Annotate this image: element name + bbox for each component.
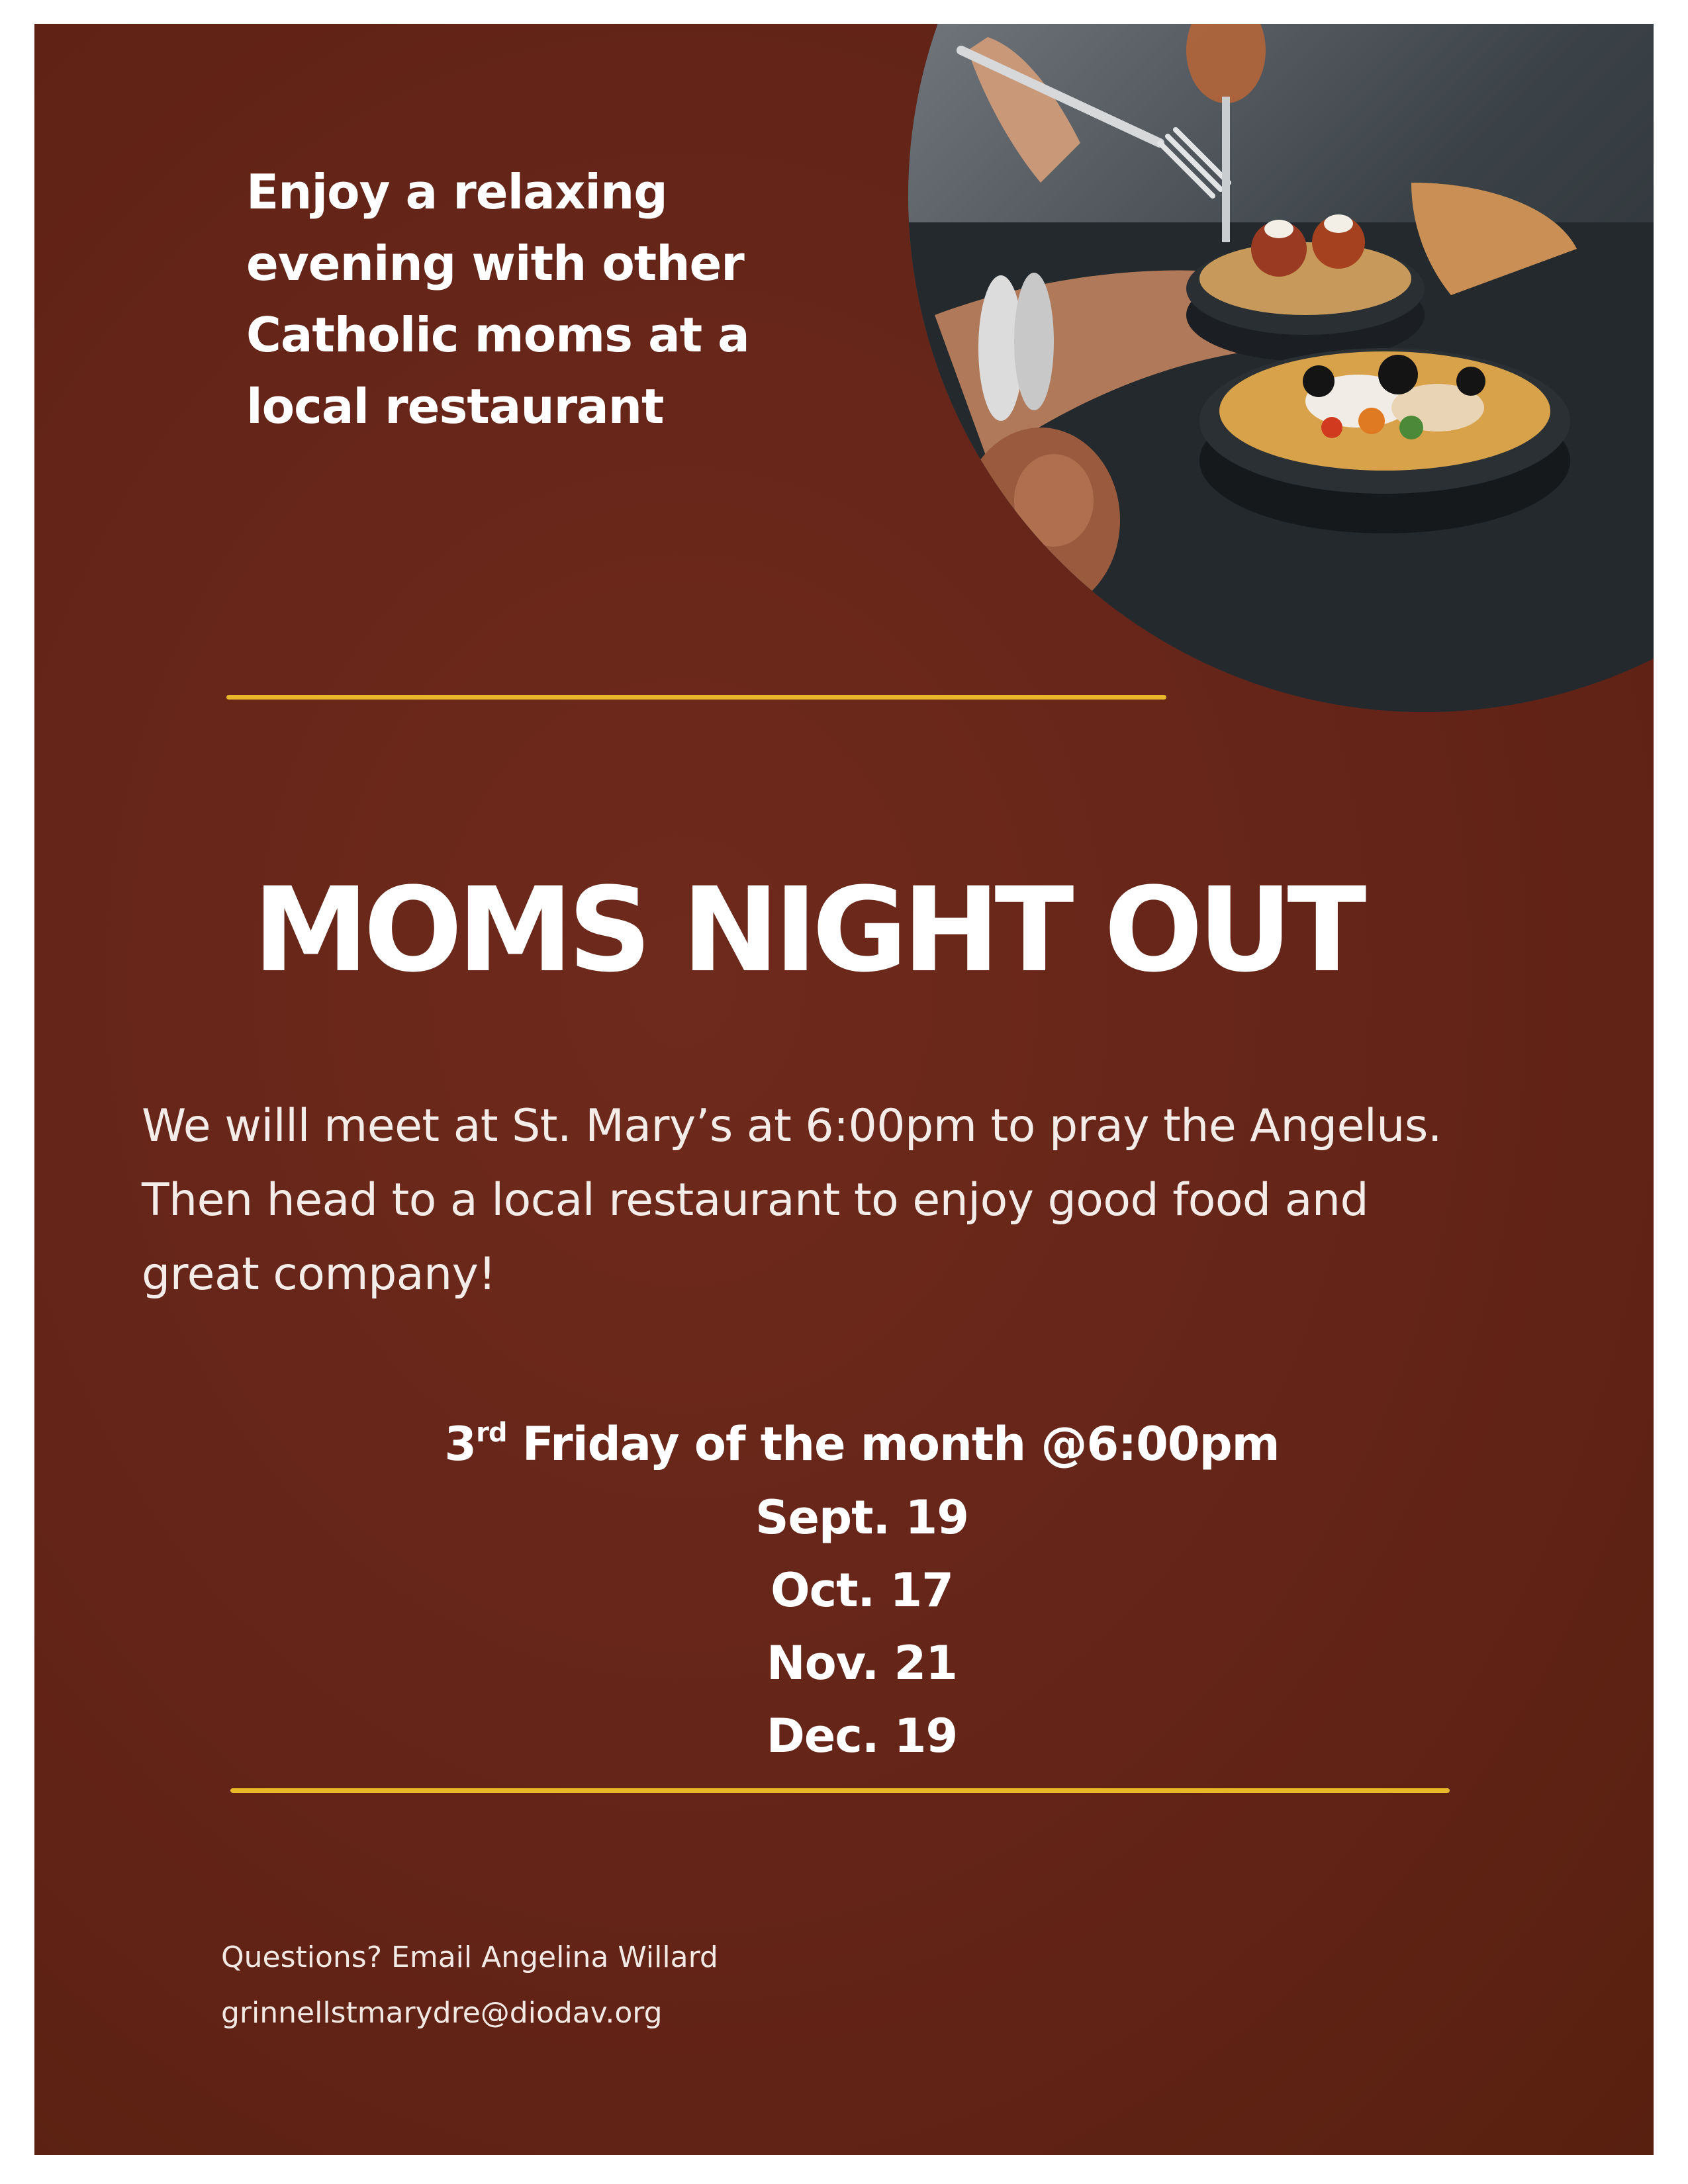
intro-line: great company! (142, 1248, 496, 1300)
tagline (246, 156, 816, 442)
contact-info (221, 1930, 718, 2041)
top-divider (226, 695, 1166, 700)
when-text: Friday of the month @6:00pm (506, 1417, 1280, 1471)
schedule-date: Nov. 21 (767, 1636, 957, 1690)
flyer (34, 24, 1654, 2155)
contact-email[interactable]: grinnellstmarydre@diodav.org (221, 1996, 663, 2030)
tagline-line: evening with other (246, 236, 744, 291)
food-photo (908, 24, 1654, 712)
schedule-when (233, 1407, 1491, 1481)
tagline-line: Enjoy a relaxing (246, 164, 667, 220)
schedule-date: Oct. 17 (771, 1563, 953, 1617)
page-title: MOMS NIGHT OUT (253, 862, 1362, 998)
intro-line: We willl meet at St. Mary’s at 6:00pm to pray the Angelus. (142, 1100, 1442, 1152)
ordinal-number: 3 (444, 1417, 477, 1471)
schedule-date: Sept. 19 (755, 1490, 968, 1545)
contact-question: Questions? Email Angelina Willard (221, 1940, 718, 1974)
intro-line: Then head to a local restaurant to enjoy good food and (142, 1174, 1369, 1226)
ordinal-suffix: rd (476, 1418, 507, 1448)
tagline-line: local restaurant (246, 379, 664, 434)
intro-text (142, 1089, 1631, 1312)
tagline-line: Catholic moms at a (246, 307, 749, 363)
bottom-divider (230, 1788, 1450, 1793)
schedule (233, 1407, 1491, 1772)
food-photo-illustration (908, 24, 1654, 712)
schedule-date: Dec. 19 (766, 1709, 958, 1763)
